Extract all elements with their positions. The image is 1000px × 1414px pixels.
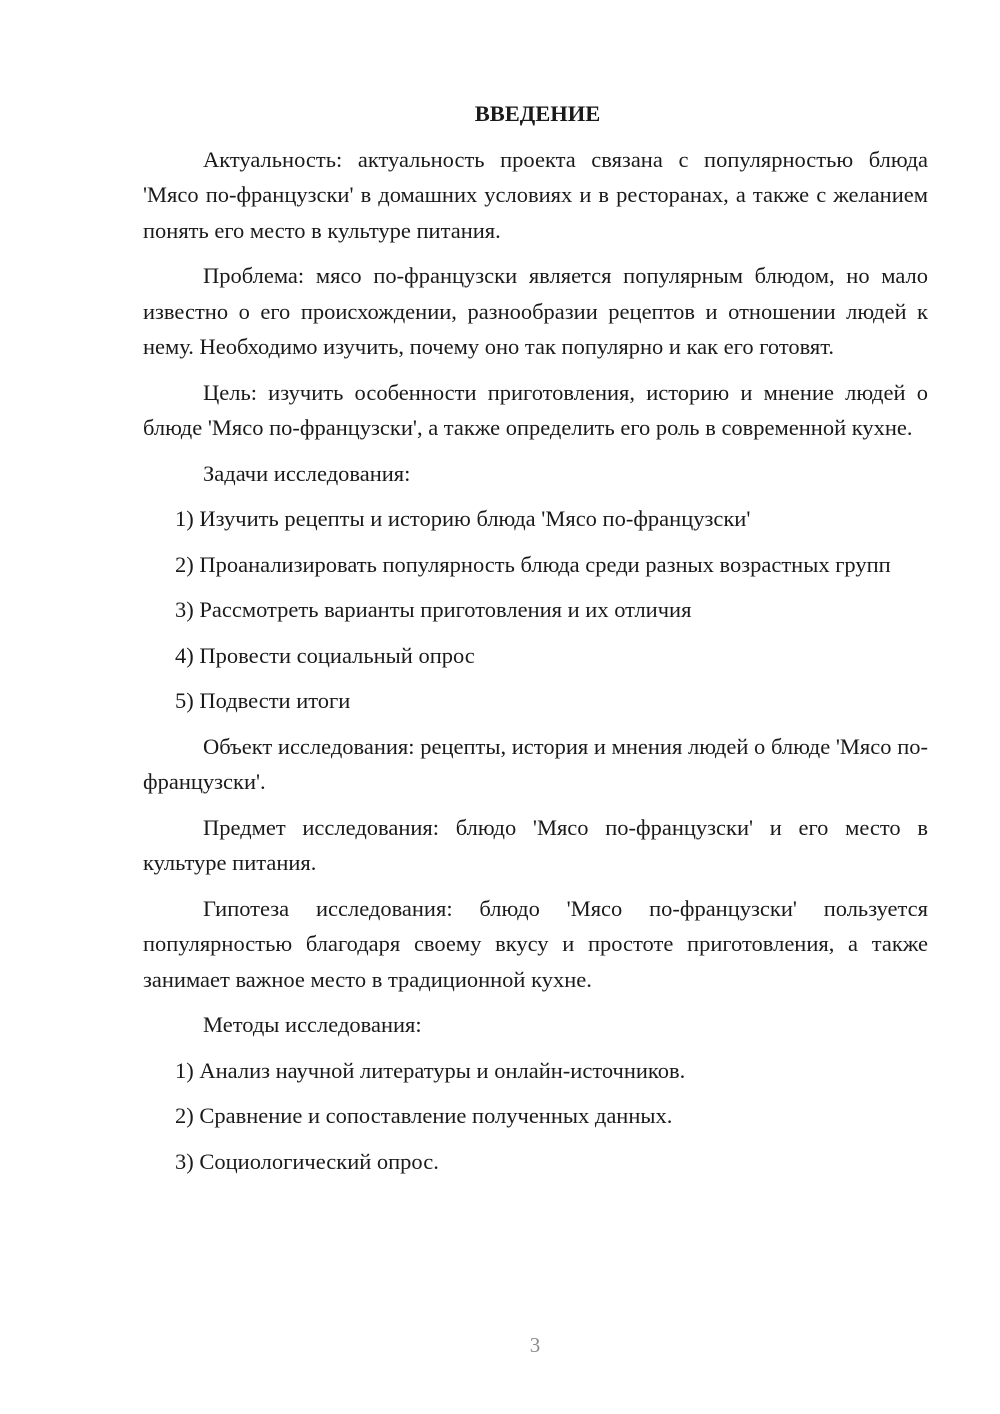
task-item: 2) Проанализировать популярность блюда среди разных возрастных групп [175, 551, 891, 577]
hypothesis-paragraph: Гипотеза исследования: блюдо 'Мясо по-французски' пользуется популярностью благодаря своему вкусу и простоте приготовления, а также занимает важное место в традиционной кухне. [143, 895, 928, 992]
tasks-title: Задачи исследования: [203, 460, 411, 486]
task-item: 4) Провести социальный опрос [175, 642, 475, 668]
page-content [143, 96, 928, 1189]
subject-paragraph: Предмет исследования: блюдо 'Мясо по-французски' и его место в культуре питания. [143, 814, 928, 875]
method-item: 2) Сравнение и сопоставление полученных данных. [175, 1103, 673, 1128]
task-item: 1) Изучить рецепты и историю блюда 'Мясо по-французски' [175, 506, 751, 531]
goal-paragraph: Цель: изучить особенности приготовления, историю и мнение людей о блюде 'Мясо по-французски', а также определить его роль в современной кухне. [143, 379, 928, 440]
task-item: 3) Рассмотреть варианты приготовления и их отличия [175, 597, 692, 622]
method-item: 1) Анализ научной литературы и онлайн-источников. [175, 1057, 686, 1083]
page-number: 3 [529, 1333, 541, 1357]
page-heading: ВВЕДЕНИЕ [474, 101, 601, 126]
problem-paragraph: Проблема: мясо по-французски является популярным блюдом, но мало известно о его происхождении, разнообразии рецептов и отношении людей к нему. Необходимо изучить, почему оно так популярно и как его готовят. [143, 263, 928, 359]
task-item: 5) Подвести итоги [175, 688, 351, 713]
method-item: 3) Социологический опрос. [175, 1148, 439, 1174]
object-paragraph: Объект исследования: рецепты, история и мнения людей о блюде 'Мясо по-французски'. [143, 733, 928, 794]
relevance-paragraph: Актуальность: актуальность проекта связана с популярностью блюда 'Мясо по-французски' в домашних условиях и в ресторанах, а также с желанием понять его место в культуре питания. [143, 146, 928, 243]
methods-title: Методы исследования: [203, 1012, 422, 1037]
